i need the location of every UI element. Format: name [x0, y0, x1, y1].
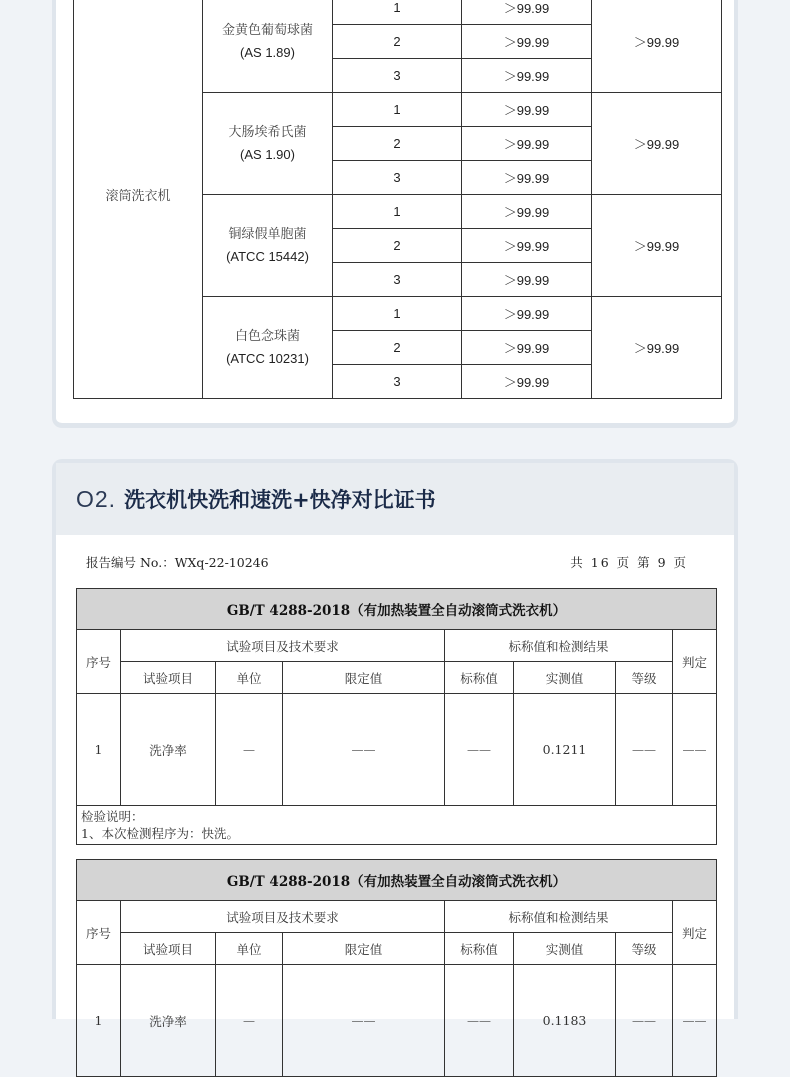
- header-item: 试验项目: [121, 662, 216, 694]
- header-judge: 判定: [673, 901, 717, 965]
- header-results: 标称值和检测结果: [445, 630, 673, 662]
- table-title: GB/T 4288-2018（有加热装置全自动滚筒式洗衣机）: [77, 860, 717, 901]
- certificate-comparison-card: [52, 459, 738, 1029]
- trial-rate: ＞99.99: [462, 93, 592, 127]
- bacteria-cell: [203, 0, 333, 93]
- trial-number: 3: [333, 59, 462, 93]
- bacteria-cell: [203, 297, 333, 399]
- antibacterial-results-table: [73, 0, 722, 399]
- header-requirements: 试验项目及技术要求: [121, 901, 445, 933]
- cell-grade: ——: [616, 694, 673, 806]
- bacteria-name: 大肠埃希氏菌: [228, 124, 307, 140]
- wash-test-table-quick: [76, 588, 717, 845]
- table-row: [74, 0, 722, 25]
- trial-number: 2: [333, 229, 462, 263]
- cell-measured: 0.1211: [514, 694, 616, 806]
- section-number: O2.: [76, 485, 117, 512]
- average-rate: ＞99.99: [592, 297, 722, 399]
- trial-number: 2: [333, 331, 462, 365]
- trial-number: 3: [333, 263, 462, 297]
- header-limit: 限定值: [283, 933, 445, 965]
- bacteria-cell: [203, 195, 333, 297]
- report-number: 报告编号 No.：WXq-22-10246: [86, 555, 269, 570]
- cell-limit: ——: [283, 694, 445, 806]
- trial-number: 1: [333, 297, 462, 331]
- machine-type-cell: 滚筒洗衣机: [74, 0, 203, 399]
- trial-number: 3: [333, 365, 462, 399]
- bacteria-code: (ATCC 15442): [226, 248, 309, 264]
- bacteria-code: (AS 1.89): [240, 44, 295, 60]
- note-line: 1、本次检测程序为：快洗。: [81, 826, 239, 841]
- note-title: 检验说明：: [81, 809, 144, 824]
- header-grade: 等级: [616, 933, 673, 965]
- header-seq: 序号: [77, 630, 121, 694]
- trial-rate: ＞99.99: [462, 0, 592, 25]
- trial-rate: ＞99.99: [462, 127, 592, 161]
- report-info-line: [86, 553, 688, 571]
- section-title: 洗衣机快洗和速洗+快净对比证书: [124, 488, 436, 512]
- inspection-note: [77, 806, 717, 845]
- cell-measured: 0.1183: [514, 965, 616, 1077]
- header-unit: 单位: [216, 933, 283, 965]
- trial-rate: ＞99.99: [462, 263, 592, 297]
- header-results: 标称值和检测结果: [445, 901, 673, 933]
- trial-rate: ＞99.99: [462, 195, 592, 229]
- cell-judge: ——: [673, 965, 717, 1077]
- header-nominal: 标称值: [445, 933, 514, 965]
- cell-unit: —: [216, 965, 283, 1077]
- cell-seq: 1: [77, 965, 121, 1077]
- header-limit: 限定值: [283, 662, 445, 694]
- cell-grade: ——: [616, 965, 673, 1077]
- header-requirements: 试验项目及技术要求: [121, 630, 445, 662]
- table-row: [77, 965, 717, 1077]
- bacteria-name: 铜绿假单胞菌: [228, 226, 307, 242]
- header-judge: 判定: [673, 630, 717, 694]
- bacteria-cell: [203, 93, 333, 195]
- cell-seq: 1: [77, 694, 121, 806]
- page-info: 共 16 页 第 9 页: [570, 555, 688, 570]
- bacteria-code: (AS 1.90): [240, 146, 295, 162]
- trial-number: 2: [333, 127, 462, 161]
- bacteria-code: (ATCC 10231): [226, 350, 309, 366]
- header-grade: 等级: [616, 662, 673, 694]
- trial-rate: ＞99.99: [462, 59, 592, 93]
- cell-judge: ——: [673, 694, 717, 806]
- trial-number: 1: [333, 93, 462, 127]
- cell-item: 洗净率: [121, 965, 216, 1077]
- header-nominal: 标称值: [445, 662, 514, 694]
- average-rate: ＞99.99: [592, 93, 722, 195]
- cell-nominal: ——: [445, 694, 514, 806]
- trial-rate: ＞99.99: [462, 365, 592, 399]
- section-header: [56, 463, 734, 535]
- trial-rate: ＞99.99: [462, 25, 592, 59]
- trial-rate: ＞99.99: [462, 331, 592, 365]
- trial-rate: ＞99.99: [462, 161, 592, 195]
- cell-nominal: ——: [445, 965, 514, 1077]
- average-rate: ＞99.99: [592, 0, 722, 93]
- header-item: 试验项目: [121, 933, 216, 965]
- trial-number: 1: [333, 0, 462, 25]
- cell-item: 洗净率: [121, 694, 216, 806]
- trial-rate: ＞99.99: [462, 229, 592, 263]
- bacteria-name: 白色念珠菌: [234, 328, 300, 344]
- header-unit: 单位: [216, 662, 283, 694]
- table-row: [77, 694, 717, 806]
- trial-rate: ＞99.99: [462, 297, 592, 331]
- trial-number: 1: [333, 195, 462, 229]
- header-measured: 实测值: [514, 933, 616, 965]
- cell-unit: —: [216, 694, 283, 806]
- average-rate: ＞99.99: [592, 195, 722, 297]
- trial-number: 2: [333, 25, 462, 59]
- table-title: GB/T 4288-2018（有加热装置全自动滚筒式洗衣机）: [77, 589, 717, 630]
- trial-number: 3: [333, 161, 462, 195]
- wash-test-table-fast: [76, 859, 717, 1077]
- header-seq: 序号: [77, 901, 121, 965]
- antibacterial-results-card: [52, 0, 738, 428]
- bacteria-name: 金黄色葡萄球菌: [221, 22, 313, 38]
- cell-limit: ——: [283, 965, 445, 1077]
- header-measured: 实测值: [514, 662, 616, 694]
